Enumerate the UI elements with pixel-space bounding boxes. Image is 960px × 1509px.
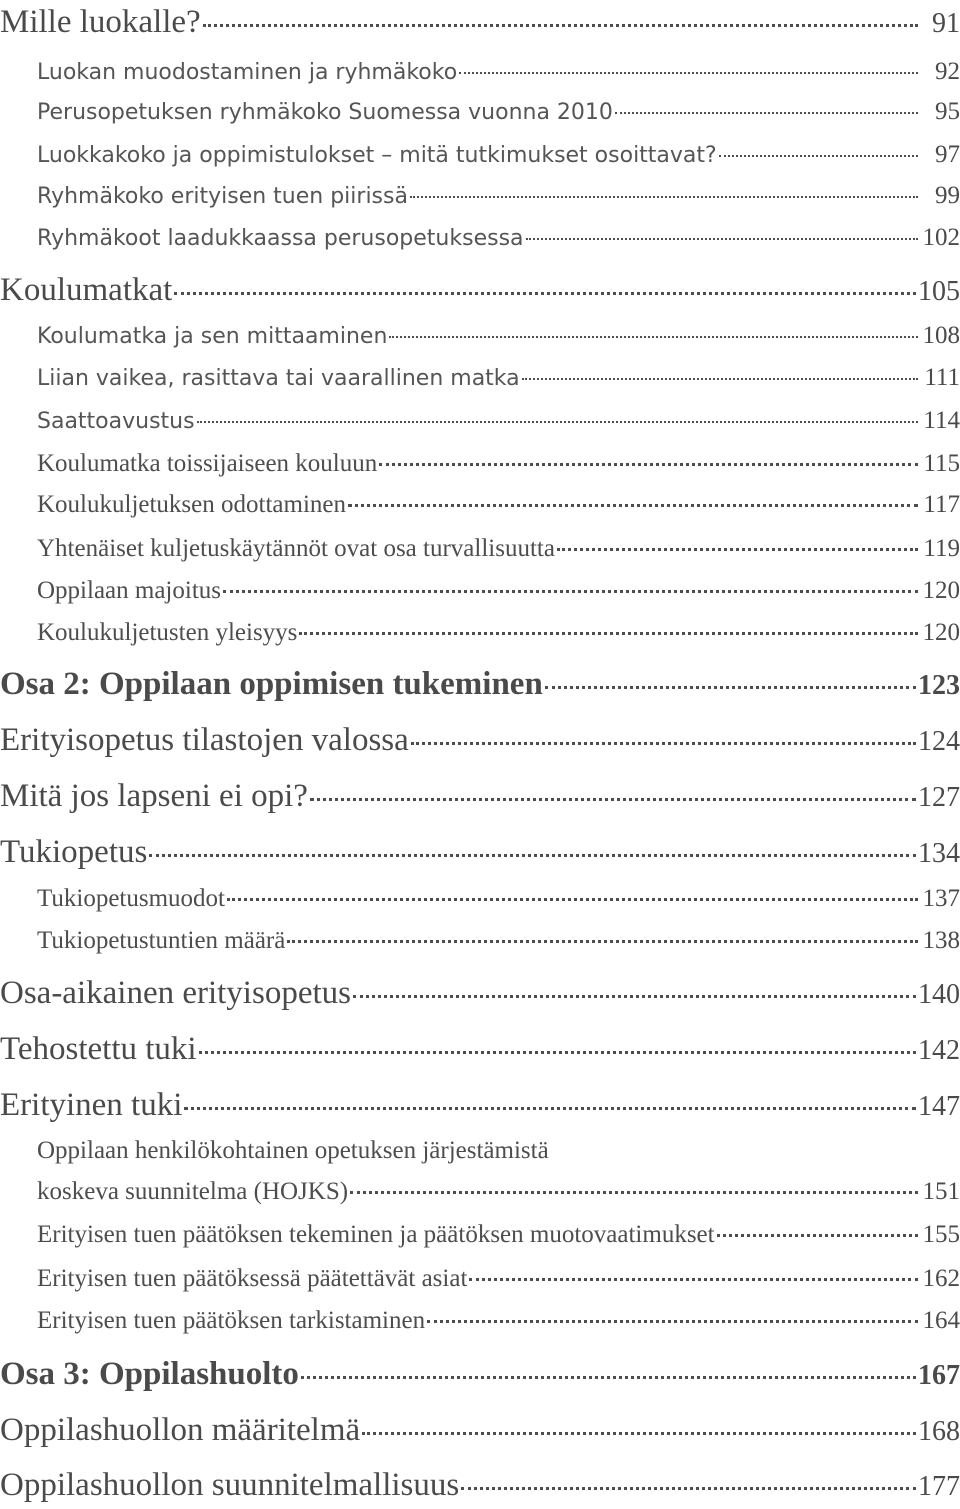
dot-leader	[411, 742, 916, 745]
toc-entry[interactable]	[0, 885, 960, 913]
dot-leader	[461, 1487, 916, 1490]
dot-leader	[410, 196, 918, 198]
dot-leader	[469, 1278, 918, 1281]
toc-entry[interactable]	[0, 1087, 960, 1124]
toc-entry[interactable]	[0, 224, 960, 252]
toc-entry-title: Tehostettu tuki	[0, 1031, 197, 1067]
toc-entry[interactable]	[0, 322, 960, 350]
toc-entry[interactable]	[0, 927, 960, 955]
toc-entry[interactable]	[0, 834, 960, 871]
toc-entry-page-number: 102	[922, 224, 960, 251]
toc-entry-page-number: 138	[922, 927, 960, 954]
dot-leader	[615, 112, 918, 114]
dot-leader	[199, 1051, 916, 1054]
toc-entry-page-number: 108	[922, 322, 960, 349]
toc-entry-title: Erityisen tuen päätöksen tekeminen ja päätöksen muotovaatimukset	[37, 1221, 715, 1248]
toc-entry-page-number: 105	[918, 276, 960, 307]
toc-entry[interactable]	[0, 619, 960, 647]
dot-leader	[350, 1191, 918, 1194]
toc-entry[interactable]	[0, 1178, 960, 1206]
toc-entry-page-number: 99	[935, 182, 960, 209]
toc-entry-title: Ryhmäkoko erityisen tuen piirissä	[37, 184, 408, 209]
toc-entry-title: Koulumatkat	[0, 272, 173, 308]
dot-leader	[301, 1376, 916, 1379]
toc-entry[interactable]	[0, 182, 960, 210]
dot-leader	[557, 548, 918, 551]
dot-leader	[149, 854, 916, 857]
toc-entry[interactable]	[0, 1137, 960, 1165]
toc-entry-page-number: 120	[922, 577, 960, 604]
toc-entry-title: Koulukuljetuksen odottaminen	[37, 491, 346, 518]
toc-entry-page-number: 115	[923, 450, 960, 477]
dot-leader	[389, 336, 918, 338]
toc-entry[interactable]	[0, 577, 960, 605]
toc-entry-title: Osa-aikainen erityisopetus	[0, 975, 351, 1011]
toc-entry[interactable]	[0, 1307, 960, 1335]
toc-entry-page-number: 111	[924, 364, 960, 391]
toc-entry-page-number: 120	[922, 619, 960, 646]
toc-entry-title: Yhtenäiset kuljetuskäytännöt ovat osa turvallisuutta	[37, 535, 555, 562]
toc-entry-title: Tukiopetus	[0, 834, 148, 870]
toc-entry[interactable]	[0, 491, 960, 519]
toc-entry-page-number: 155	[922, 1221, 960, 1248]
dot-leader	[174, 292, 916, 295]
toc-entry-title: Luokkakoko ja oppimistulokset – mitä tutkimukset osoittavat?	[37, 143, 717, 168]
toc-entry[interactable]	[0, 364, 960, 392]
toc-entry-title: Perusopetuksen ryhmäkoko Suomessa vuonna 2010	[37, 100, 613, 125]
dot-leader	[427, 1320, 918, 1323]
toc-entry-page-number: 92	[935, 58, 960, 85]
toc-entry-page-number: 142	[918, 1035, 960, 1066]
toc-entry-page-number: 177	[918, 1471, 960, 1502]
toc-entry-page-number: 91	[932, 8, 960, 39]
dot-leader	[379, 463, 918, 466]
toc-entry-title: Koulukuljetusten yleisyys	[37, 619, 298, 646]
dot-leader	[353, 995, 916, 998]
toc-entry-title: Erityisen tuen päätöksen tarkistaminen	[37, 1307, 426, 1334]
dot-leader	[362, 1432, 916, 1435]
toc-entry-title: Oppilashuollon suunnitelmallisuus	[0, 1467, 460, 1503]
toc-entry[interactable]	[0, 1356, 960, 1393]
toc-entry[interactable]	[0, 450, 960, 478]
toc-entry[interactable]	[0, 58, 960, 86]
toc-entry-page-number: 137	[922, 885, 960, 912]
toc-entry[interactable]	[0, 141, 960, 169]
toc-entry-page-number: 117	[923, 491, 960, 518]
toc-entry[interactable]	[0, 1412, 960, 1449]
dot-leader	[310, 798, 916, 801]
toc-entry-page-number: 162	[922, 1265, 960, 1292]
toc-entry[interactable]	[0, 722, 960, 759]
toc-entry-page-number: 124	[918, 726, 960, 757]
toc-entry-title: Erityisopetus tilastojen valossa	[0, 722, 409, 758]
toc-entry-title: koskeva suunnitelma (HOJKS)	[37, 1178, 349, 1205]
toc-entry-title: Tukiopetustuntien määrä	[37, 927, 286, 954]
toc-entry-title: Liian vaikea, rasittava tai vaarallinen matka	[37, 366, 520, 391]
dot-leader	[287, 940, 918, 943]
toc-entry-page-number: 97	[935, 141, 960, 168]
toc-entry-page-number: 147	[918, 1091, 960, 1122]
toc-entry-title: Saattoavustus	[37, 409, 195, 434]
toc-entry-page-number: 119	[923, 535, 960, 562]
toc-entry[interactable]	[0, 272, 960, 309]
toc-entry-page-number: 151	[922, 1178, 960, 1205]
dot-leader	[223, 590, 918, 593]
toc-entry-title: Oppilaan majoitus	[37, 577, 221, 604]
toc-entry-page-number: 167	[918, 1360, 960, 1391]
toc-entry-title: Luokan muodostaminen ja ryhmäkoko	[37, 60, 458, 85]
toc-entry-title: Koulumatka ja sen mittaaminen	[37, 324, 388, 349]
dot-leader	[719, 155, 918, 157]
toc-entry-title: Osa 3: Oppilashuolto	[0, 1356, 299, 1392]
dot-leader	[184, 1107, 916, 1110]
dot-leader	[717, 1234, 918, 1237]
toc-entry[interactable]	[0, 1031, 960, 1068]
toc-entry-page-number: 123	[918, 670, 960, 701]
toc-entry-title: Koulumatka toissijaiseen kouluun	[37, 450, 378, 477]
toc-entry-title: Osa 2: Oppilaan oppimisen tukeminen	[0, 666, 543, 702]
toc-entry[interactable]	[0, 1221, 960, 1249]
toc-entry[interactable]	[0, 1467, 960, 1504]
toc-entry-title: Ryhmäkoot laadukkaassa perusopetuksessa	[37, 226, 524, 251]
toc-entry-title: Mille luokalle?	[0, 4, 201, 40]
toc-entry-page-number: 134	[918, 838, 960, 869]
dot-leader	[545, 686, 916, 689]
toc-entry[interactable]	[0, 666, 960, 703]
dot-leader	[526, 238, 918, 240]
dot-leader	[227, 898, 918, 901]
dot-leader	[299, 632, 918, 635]
toc-entry-title: Erityinen tuki	[0, 1087, 183, 1123]
toc-entry-title: Oppilashuollon määritelmä	[0, 1412, 361, 1448]
toc-entry-page-number: 127	[918, 782, 960, 813]
toc-entry[interactable]	[0, 1265, 960, 1293]
toc-entry[interactable]	[0, 4, 960, 41]
toc-entry[interactable]	[0, 407, 960, 435]
toc-entry[interactable]	[0, 778, 960, 815]
toc-entry-page-number: 114	[923, 407, 960, 434]
dot-leader	[348, 504, 918, 507]
toc-entry-title: Erityisen tuen päätöksessä päätettävät asiat	[37, 1265, 468, 1292]
toc-entry[interactable]	[0, 975, 960, 1012]
dot-leader	[459, 72, 918, 74]
toc-entry-title: Mitä jos lapseni ei opi?	[0, 778, 308, 814]
toc-entry-page-number: 140	[918, 979, 960, 1010]
toc-entry-page-number: 95	[935, 98, 960, 125]
dot-leader	[203, 24, 918, 27]
toc-entry[interactable]	[0, 535, 960, 563]
dot-leader	[197, 421, 918, 423]
toc-entry-page-number: 168	[918, 1416, 960, 1447]
dot-leader	[522, 378, 918, 380]
toc-entry-title: Oppilaan henkilökohtainen opetuksen järjestämistä	[37, 1137, 549, 1164]
toc-entry[interactable]	[0, 98, 960, 126]
toc-entry-title: Tukiopetusmuodot	[37, 885, 226, 912]
toc-entry-page-number: 164	[922, 1307, 960, 1334]
